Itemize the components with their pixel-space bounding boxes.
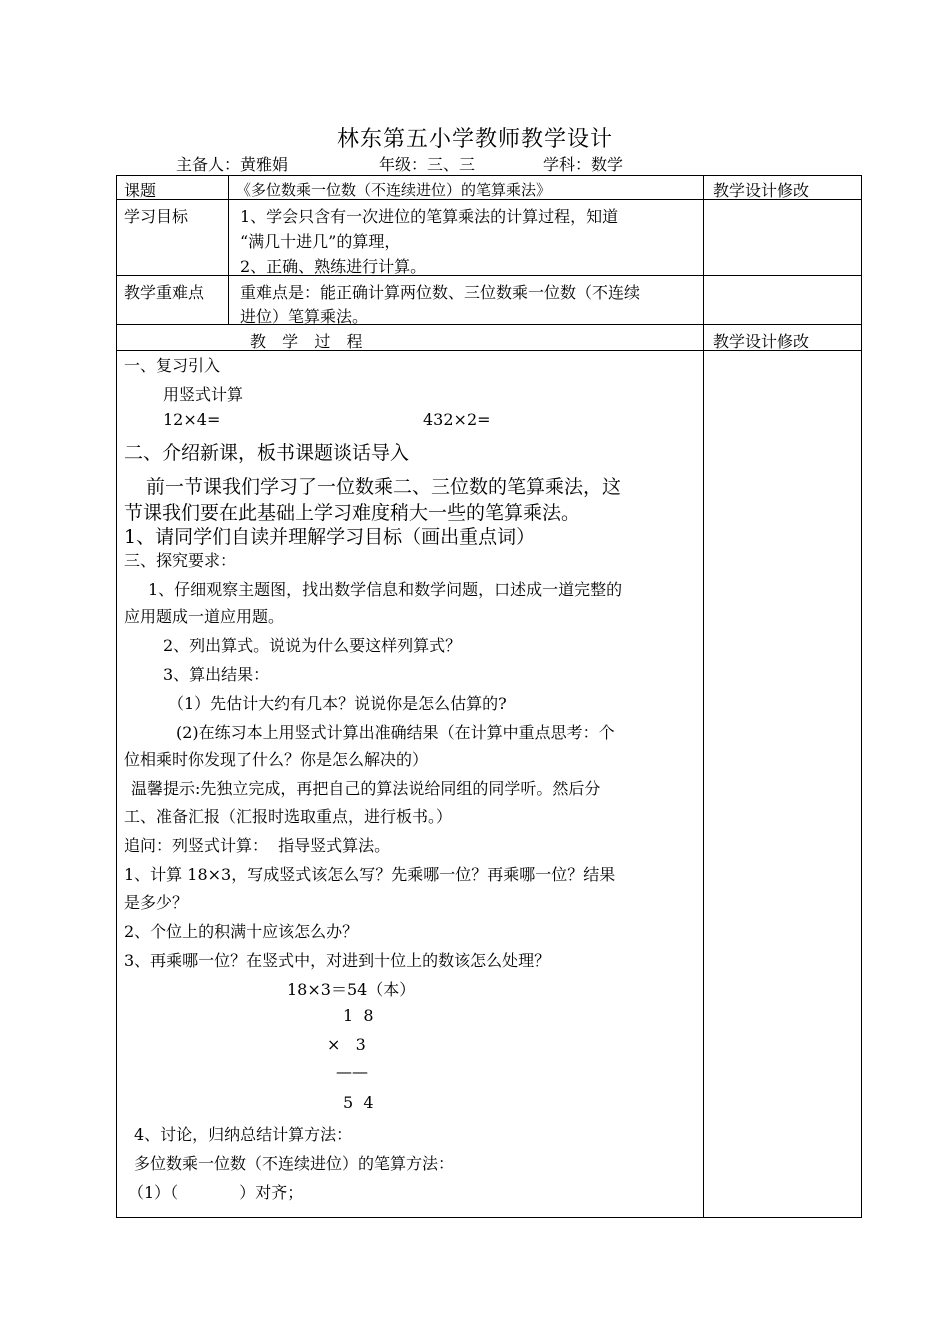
row-topic-right: 教学设计修改 xyxy=(713,181,810,200)
table-divider-right xyxy=(703,175,704,1218)
method-item-1: （1）（ ）对齐； xyxy=(128,1183,304,1202)
row-key-line-1: 重难点是：能正确计算两位数、三位数乘一位数（不连续 xyxy=(240,283,641,302)
tip-line-2: 工、准备汇报（汇报时选取重点，进行板书。） xyxy=(124,807,453,826)
question-1-line-1: 1、计算 18×3，写成竖式该怎么写？先乘哪一位？再乘哪一位？结果 xyxy=(124,865,616,884)
table-border-right xyxy=(861,175,862,1218)
table-border-bottom xyxy=(116,1217,862,1218)
vertical-line: —— xyxy=(336,1062,368,1081)
subject: 学科：数学 xyxy=(543,155,624,174)
question-3: 3、再乘哪一位？在竖式中，对进到十位上的数该怎么处理？ xyxy=(124,951,551,970)
method-title: 多位数乘一位数（不连续进位）的笔算方法： xyxy=(134,1154,455,1173)
discussion: 4、讨论，归纳总结计算方法： xyxy=(134,1125,353,1144)
intro-line-2: 节课我们要在此基础上学习难度稍大一些的笔算乘法。 xyxy=(124,502,581,524)
row-key-line-2: 进位）笔算乘法。 xyxy=(240,307,369,326)
row-key-label: 教学重难点 xyxy=(124,283,205,302)
explore-3: 3、算出结果： xyxy=(163,665,270,684)
row-divider-3 xyxy=(116,324,862,325)
explore-3-2-line-2: 位相乘时你发现了什么？你是怎么解决的） xyxy=(124,750,429,769)
question-1-line-2: 是多少？ xyxy=(124,893,189,912)
section-explore: 三、探究要求： xyxy=(124,551,237,570)
table-divider-left xyxy=(228,175,229,325)
row-divider-2 xyxy=(116,275,862,276)
intro-line-1: 前一节课我们学习了一位数乘二、三位数的笔算乘法，这 xyxy=(146,476,622,498)
row-goals-line-3: 2、正确、熟练进行计算。 xyxy=(240,257,427,276)
tip-line-1: 温馨提示:先独立完成，再把自己的算法说给同组的同学听。然后分 xyxy=(131,779,601,798)
follow-up: 追问：列竖式计算： 指导竖式算法。 xyxy=(124,836,391,855)
row-goals-label: 学习目标 xyxy=(124,207,189,226)
row-process-label: 教 学 过 程 xyxy=(250,332,365,351)
grade: 年级：三、三 xyxy=(379,155,476,174)
intro-line-3: 1、请同学们自读并理解学习目标（画出重点词） xyxy=(124,526,536,548)
question-2: 2、个位上的积满十应该怎么办？ xyxy=(124,922,359,941)
explore-1-line-2: 应用题成一道应用题。 xyxy=(124,607,285,626)
explore-2: 2、列出算式。说说为什么要这样列算式？ xyxy=(163,636,462,655)
section-new-lesson: 二、介绍新课，板书课题谈话导入 xyxy=(124,442,410,464)
review-instruction: 用竖式计算 xyxy=(163,385,244,404)
row-topic-value: 《多位数乘一位数（不连续进位）的笔算乘法》 xyxy=(236,181,552,199)
explore-1-line-1: 1、仔细观察主题图，找出数学信息和数学问题，口述成一道完整的 xyxy=(148,580,623,599)
review-problem-2: 432×2= xyxy=(423,410,491,429)
explore-3-1: （1）先估计大约有几本？说说你是怎么估算的? xyxy=(168,694,507,713)
table-border-left xyxy=(116,175,117,1218)
explore-3-2-line-1: (2)在练习本上用竖式计算出准确结果（在计算中重点思考：个 xyxy=(176,723,615,742)
row-process-right: 教学设计修改 xyxy=(713,332,810,351)
row-goals-line-2: “满几十进几”的算理， xyxy=(240,232,401,251)
row-goals-line-1: 1、学会只含有一次进位的笔算乘法的计算过程，知道 xyxy=(240,207,619,226)
section-review: 一、复习引入 xyxy=(124,356,221,375)
vertical-multiplicand: 1 8 xyxy=(343,1006,374,1025)
page-title: 林东第五小学教师教学设计 xyxy=(336,127,613,152)
vertical-product: 5 4 xyxy=(343,1093,374,1112)
preparer: 主备人：黄雅娟 xyxy=(176,155,289,174)
review-problem-1: 12×4= xyxy=(163,410,221,429)
vertical-multiplier: × 3 xyxy=(327,1035,366,1054)
row-topic-label: 课题 xyxy=(124,181,157,200)
equation: 18×3＝54（本） xyxy=(287,980,416,999)
